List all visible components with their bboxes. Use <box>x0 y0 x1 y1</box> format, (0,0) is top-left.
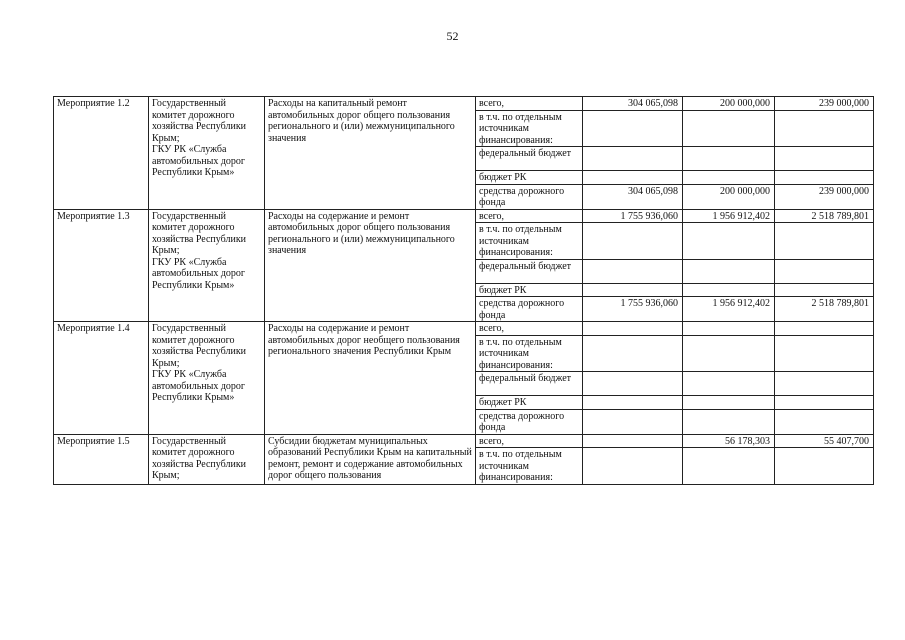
measure-id: Мероприятие 1.4 <box>54 322 149 435</box>
amount-year-3 <box>775 223 874 260</box>
amount-year-2 <box>683 409 775 434</box>
amount-year-3 <box>775 322 874 336</box>
funding-source: федеральный бюджет <box>476 259 583 283</box>
measure-description: Расходы на содержание и ремонт автомобильных дорог общего пользования регионального и (или) межмуниципального значения <box>265 209 476 322</box>
amount-year-3 <box>775 110 874 147</box>
amount-year-1: 1 755 936,060 <box>583 297 683 322</box>
amount-year-2 <box>683 372 775 396</box>
funding-source: в т.ч. по отдельным источникам финансирования: <box>476 448 583 485</box>
table-row <box>54 322 874 336</box>
funding-source: бюджет РК <box>476 171 583 185</box>
amount-year-2 <box>683 259 775 283</box>
amount-year-1 <box>583 448 683 485</box>
amount-year-3: 239 000,000 <box>775 184 874 209</box>
amount-year-3 <box>775 409 874 434</box>
amount-year-3 <box>775 283 874 297</box>
amount-year-1 <box>583 171 683 185</box>
page-number: 52 <box>446 29 459 43</box>
amount-year-1: 304 065,098 <box>583 184 683 209</box>
amount-year-1 <box>583 396 683 410</box>
amount-year-1 <box>583 409 683 434</box>
amount-year-1 <box>583 223 683 260</box>
amount-year-3: 2 518 789,801 <box>775 297 874 322</box>
funding-source: всего, <box>476 97 583 111</box>
amount-year-1 <box>583 372 683 396</box>
amount-year-3 <box>775 372 874 396</box>
amount-year-2: 1 956 912,402 <box>683 209 775 223</box>
amount-year-1 <box>583 147 683 171</box>
funding-table <box>53 96 874 485</box>
amount-year-1 <box>583 335 683 372</box>
amount-year-3: 2 518 789,801 <box>775 209 874 223</box>
amount-year-2: 1 956 912,402 <box>683 297 775 322</box>
measure-id: Мероприятие 1.2 <box>54 97 149 210</box>
amount-year-2 <box>683 448 775 485</box>
amount-year-1 <box>583 110 683 147</box>
amount-year-2 <box>683 283 775 297</box>
amount-year-3 <box>775 171 874 185</box>
amount-year-3 <box>775 396 874 410</box>
amount-year-1: 1 755 936,060 <box>583 209 683 223</box>
amount-year-1: 304 065,098 <box>583 97 683 111</box>
funding-source: всего, <box>476 209 583 223</box>
measure-description: Расходы на содержание и ремонт автомобильных дорог необщего пользования регионального значения Республики Крым <box>265 322 476 435</box>
funding-source: бюджет РК <box>476 396 583 410</box>
measure-id: Мероприятие 1.3 <box>54 209 149 322</box>
funding-source: федеральный бюджет <box>476 372 583 396</box>
amount-year-2 <box>683 147 775 171</box>
funding-source: всего, <box>476 322 583 336</box>
amount-year-3: 239 000,000 <box>775 97 874 111</box>
amount-year-1 <box>583 259 683 283</box>
amount-year-3: 55 407,700 <box>775 434 874 448</box>
amount-year-2 <box>683 335 775 372</box>
measure-executor: Государственный комитет дорожного хозяйства Республики Крым; ГКУ РК «Служба автомобильных дорог Республики Крым» <box>149 209 265 322</box>
amount-year-2: 200 000,000 <box>683 184 775 209</box>
funding-source: средства дорожного фонда <box>476 184 583 209</box>
amount-year-1 <box>583 322 683 336</box>
funding-source: в т.ч. по отдельным источникам финансирования: <box>476 335 583 372</box>
amount-year-1 <box>583 283 683 297</box>
amount-year-2 <box>683 171 775 185</box>
measure-executor: Государственный комитет дорожного хозяйства Республики Крым; ГКУ РК «Служба автомобильных дорог Республики Крым» <box>149 97 265 210</box>
amount-year-3 <box>775 259 874 283</box>
table-row <box>54 209 874 223</box>
amount-year-2: 56 178,303 <box>683 434 775 448</box>
measure-executor: Государственный комитет дорожного хозяйства Республики Крым; ГКУ РК «Служба автомобильных дорог Республики Крым» <box>149 322 265 435</box>
amount-year-2: 200 000,000 <box>683 97 775 111</box>
amount-year-1 <box>583 434 683 448</box>
funding-source: в т.ч. по отдельным источникам финансирования: <box>476 110 583 147</box>
measure-description: Расходы на капитальный ремонт автомобильных дорог общего пользования регионального и (или) межмуниципального значения <box>265 97 476 210</box>
funding-source: средства дорожного фонда <box>476 297 583 322</box>
funding-source: в т.ч. по отдельным источникам финансирования: <box>476 223 583 260</box>
amount-year-3 <box>775 335 874 372</box>
funding-source: бюджет РК <box>476 283 583 297</box>
amount-year-3 <box>775 147 874 171</box>
amount-year-2 <box>683 322 775 336</box>
amount-year-2 <box>683 223 775 260</box>
amount-year-3 <box>775 448 874 485</box>
funding-source: средства дорожного фонда <box>476 409 583 434</box>
measure-description: Субсидии бюджетам муниципальных образований Республики Крым на капитальный ремонт, ремонт и содержание автомобильных дорог общего пользования <box>265 434 476 484</box>
funding-source: федеральный бюджет <box>476 147 583 171</box>
table-row <box>54 97 874 111</box>
table-row <box>54 434 874 448</box>
measure-id: Мероприятие 1.5 <box>54 434 149 484</box>
measure-executor: Государственный комитет дорожного хозяйства Республики Крым; <box>149 434 265 484</box>
funding-source: всего, <box>476 434 583 448</box>
amount-year-2 <box>683 110 775 147</box>
amount-year-2 <box>683 396 775 410</box>
